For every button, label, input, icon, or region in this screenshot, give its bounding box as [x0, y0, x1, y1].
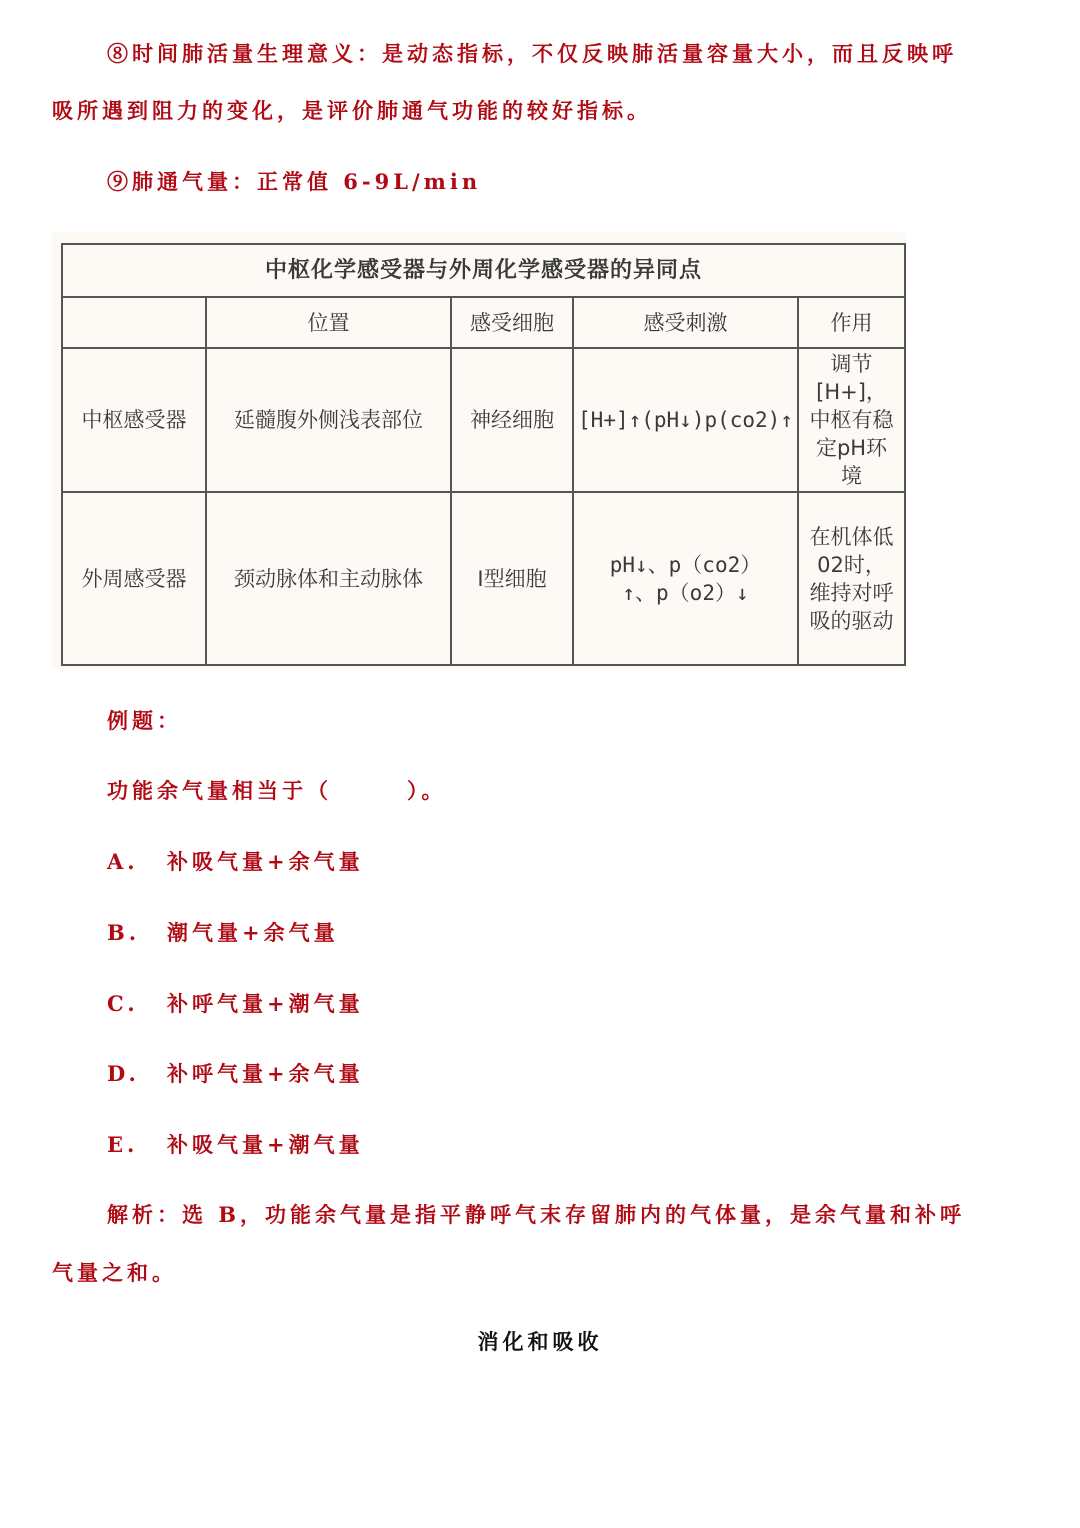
table-row: [62, 492, 905, 665]
option-text: 潮气量+余气量: [167, 920, 339, 945]
row-function: 调节[H+]，中枢有稳定pH环境: [798, 348, 905, 492]
paragraph-vital-capacity-line1: ⑧时间肺活量生理意义：是动态指标，不仅反映肺活量容量大小，而且反映呼: [107, 41, 957, 66]
option-text: 补呼气量+潮气量: [167, 991, 364, 1016]
section-title: 消化和吸收: [477, 1329, 603, 1354]
option-c: [107, 988, 364, 1018]
option-letter: E.: [107, 1132, 139, 1157]
example-question: 功能余气量相当于（ ）。: [107, 778, 447, 803]
row-cell: I型细胞: [451, 492, 573, 665]
option-b: [107, 917, 339, 947]
option-text: 补呼气量+余气量: [167, 1061, 364, 1086]
option-letter: A.: [107, 849, 139, 874]
row-name: 中枢感受器: [62, 348, 206, 492]
option-e: [107, 1129, 364, 1159]
row-function: 在机体低02时，维持对呼吸的驱动: [798, 492, 905, 665]
header-empty: [62, 297, 206, 348]
row-stimulus: [H+]↑(pH↓)p(co2)↑: [573, 348, 798, 492]
header-stimulus: 感受刺激: [573, 297, 798, 348]
option-d: [107, 1058, 364, 1088]
row-name: 外周感受器: [62, 492, 206, 665]
option-text: 补吸气量+余气量: [167, 849, 364, 874]
option-text: 补吸气量+潮气量: [167, 1132, 364, 1157]
row-location: 延髓腹外侧浅表部位: [206, 348, 451, 492]
chemoreceptor-comparison-table: [61, 243, 906, 666]
table-header-row: [62, 297, 905, 348]
example-label: 例题：: [107, 708, 182, 733]
row-cell: 神经细胞: [451, 348, 573, 492]
option-a: [107, 846, 364, 876]
table-title: 中枢化学感受器与外周化学感受器的异同点: [62, 244, 905, 297]
row-stimulus: pH↓、p（co2）↑、p（o2）↓: [573, 492, 798, 665]
header-function: 作用: [798, 297, 905, 348]
analysis-line2: 气量之和。: [52, 1260, 177, 1285]
header-cell: 感受细胞: [451, 297, 573, 348]
option-letter: C.: [107, 991, 139, 1016]
paragraph-ventilation: ⑨肺通气量：正常值 6-9L/min: [107, 169, 482, 194]
option-letter: D.: [107, 1061, 140, 1086]
header-location: 位置: [206, 297, 451, 348]
analysis-line1: 解析：选 B，功能余气量是指平静呼气末存留肺内的气体量，是余气量和补呼: [107, 1202, 966, 1227]
paragraph-vital-capacity-line2: 吸所遇到阻力的变化，是评价肺通气功能的较好指标。: [52, 98, 652, 123]
table-row: [62, 348, 905, 492]
option-letter: B.: [107, 920, 141, 945]
row-location: 颈动脉体和主动脉体: [206, 492, 451, 665]
